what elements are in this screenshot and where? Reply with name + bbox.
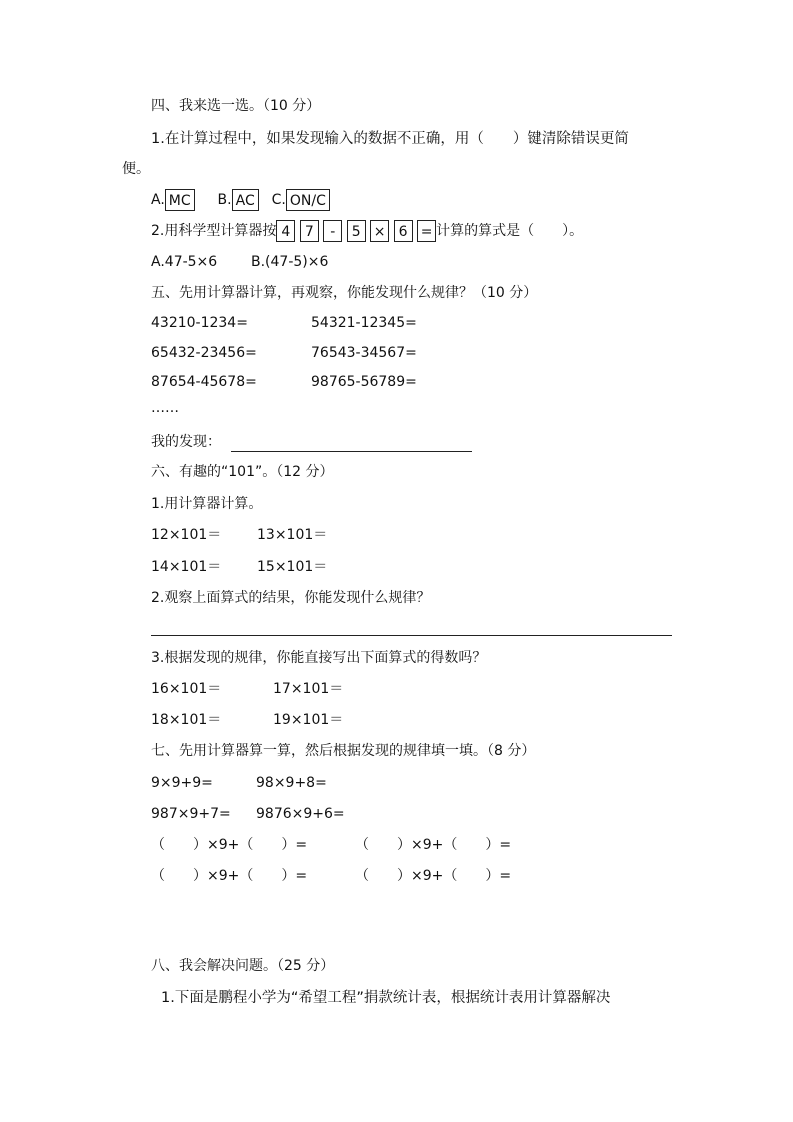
key-minus: - bbox=[323, 220, 342, 242]
section-4-q1-line1: 1.在计算过程中，如果发现输入的数据不正确，用（ ）键清除错误更简 bbox=[151, 131, 629, 147]
expression: 9×9+9= bbox=[151, 775, 213, 791]
option-a-prefix: A. bbox=[151, 192, 165, 208]
section-5-title: 五、先用计算器计算，再观察，你能发现什么规律？（10 分） bbox=[151, 285, 538, 301]
on-c-key: ON/C bbox=[286, 189, 330, 211]
section-7-title: 七、先用计算器算一算，然后根据发现的规律填一填。（8 分） bbox=[151, 743, 536, 759]
section-6-q3: 3.根据发现的规律，你能直接写出下面算式的得数吗？ bbox=[151, 650, 487, 666]
expression: 87654-45678= bbox=[151, 374, 257, 390]
expression: 15×101＝ bbox=[257, 559, 328, 575]
expression: 13×101＝ bbox=[257, 527, 328, 543]
q2-option-b: B.(47-5)×6 bbox=[251, 254, 329, 270]
expression: 54321-12345= bbox=[311, 315, 417, 331]
expression: 12×101＝ bbox=[151, 527, 222, 543]
q2-suffix: 计算的算式是（ ）。 bbox=[436, 223, 584, 239]
section-6-q2: 2.观察上面算式的结果，你能发现什么规律？ bbox=[151, 590, 431, 606]
expression: 18×101＝ bbox=[151, 712, 222, 728]
ellipsis: …… bbox=[151, 400, 179, 416]
blank-expression[interactable]: （ ）×9+（ ）= bbox=[355, 868, 512, 884]
section-6-title: 六、有趣的“101”。（12 分） bbox=[151, 464, 334, 480]
blank-expression[interactable]: （ ）×9+（ ）= bbox=[355, 837, 512, 853]
section-4-q2 bbox=[151, 220, 583, 242]
key-equals: = bbox=[417, 220, 436, 242]
expression: 9876×9+6= bbox=[256, 806, 345, 822]
option-b-prefix: B. bbox=[217, 192, 232, 208]
ac-key: AC bbox=[232, 189, 259, 211]
section-4-q1-line2: 便。 bbox=[122, 161, 150, 177]
key-5: 5 bbox=[347, 220, 366, 242]
expression: 76543-34567= bbox=[311, 345, 417, 361]
q2-option-a: A.47-5×6 bbox=[151, 254, 218, 270]
section-8-q1: 1.下面是鹏程小学为“希望工程”捐款统计表，根据统计表用计算器解决 bbox=[161, 990, 611, 1006]
key-4: 4 bbox=[276, 220, 295, 242]
expression: 43210-1234= bbox=[151, 315, 248, 331]
q2-prefix: 2.用科学型计算器按 bbox=[151, 223, 277, 239]
expression: 98×9+8= bbox=[256, 775, 327, 791]
blank-expression[interactable]: （ ）×9+（ ）= bbox=[151, 868, 308, 884]
expression: 17×101＝ bbox=[273, 681, 344, 697]
discover-answer-line[interactable] bbox=[231, 451, 472, 452]
section-4-q1-options bbox=[151, 189, 330, 211]
expression: 16×101＝ bbox=[151, 681, 222, 697]
blank-expression[interactable]: （ ）×9+（ ）= bbox=[151, 837, 308, 853]
section-4-title: 四、我来选一选。（10 分） bbox=[151, 98, 321, 114]
mc-key: MC bbox=[165, 189, 195, 211]
discover-label: 我的发现： bbox=[151, 434, 221, 450]
expression: 98765-56789= bbox=[311, 374, 417, 390]
section-8-title: 八、我会解决问题。（25 分） bbox=[151, 958, 335, 974]
expression: 65432-23456= bbox=[151, 345, 257, 361]
key-6: 6 bbox=[394, 220, 413, 242]
key-7: 7 bbox=[300, 220, 319, 242]
expression: 14×101＝ bbox=[151, 559, 222, 575]
section-6-q1: 1.用计算器计算。 bbox=[151, 496, 263, 512]
expression: 987×9+7= bbox=[151, 806, 231, 822]
key-multiply: × bbox=[370, 220, 389, 242]
option-c-prefix: C. bbox=[271, 192, 286, 208]
rule-answer-line[interactable] bbox=[151, 635, 672, 636]
expression: 19×101＝ bbox=[273, 712, 344, 728]
